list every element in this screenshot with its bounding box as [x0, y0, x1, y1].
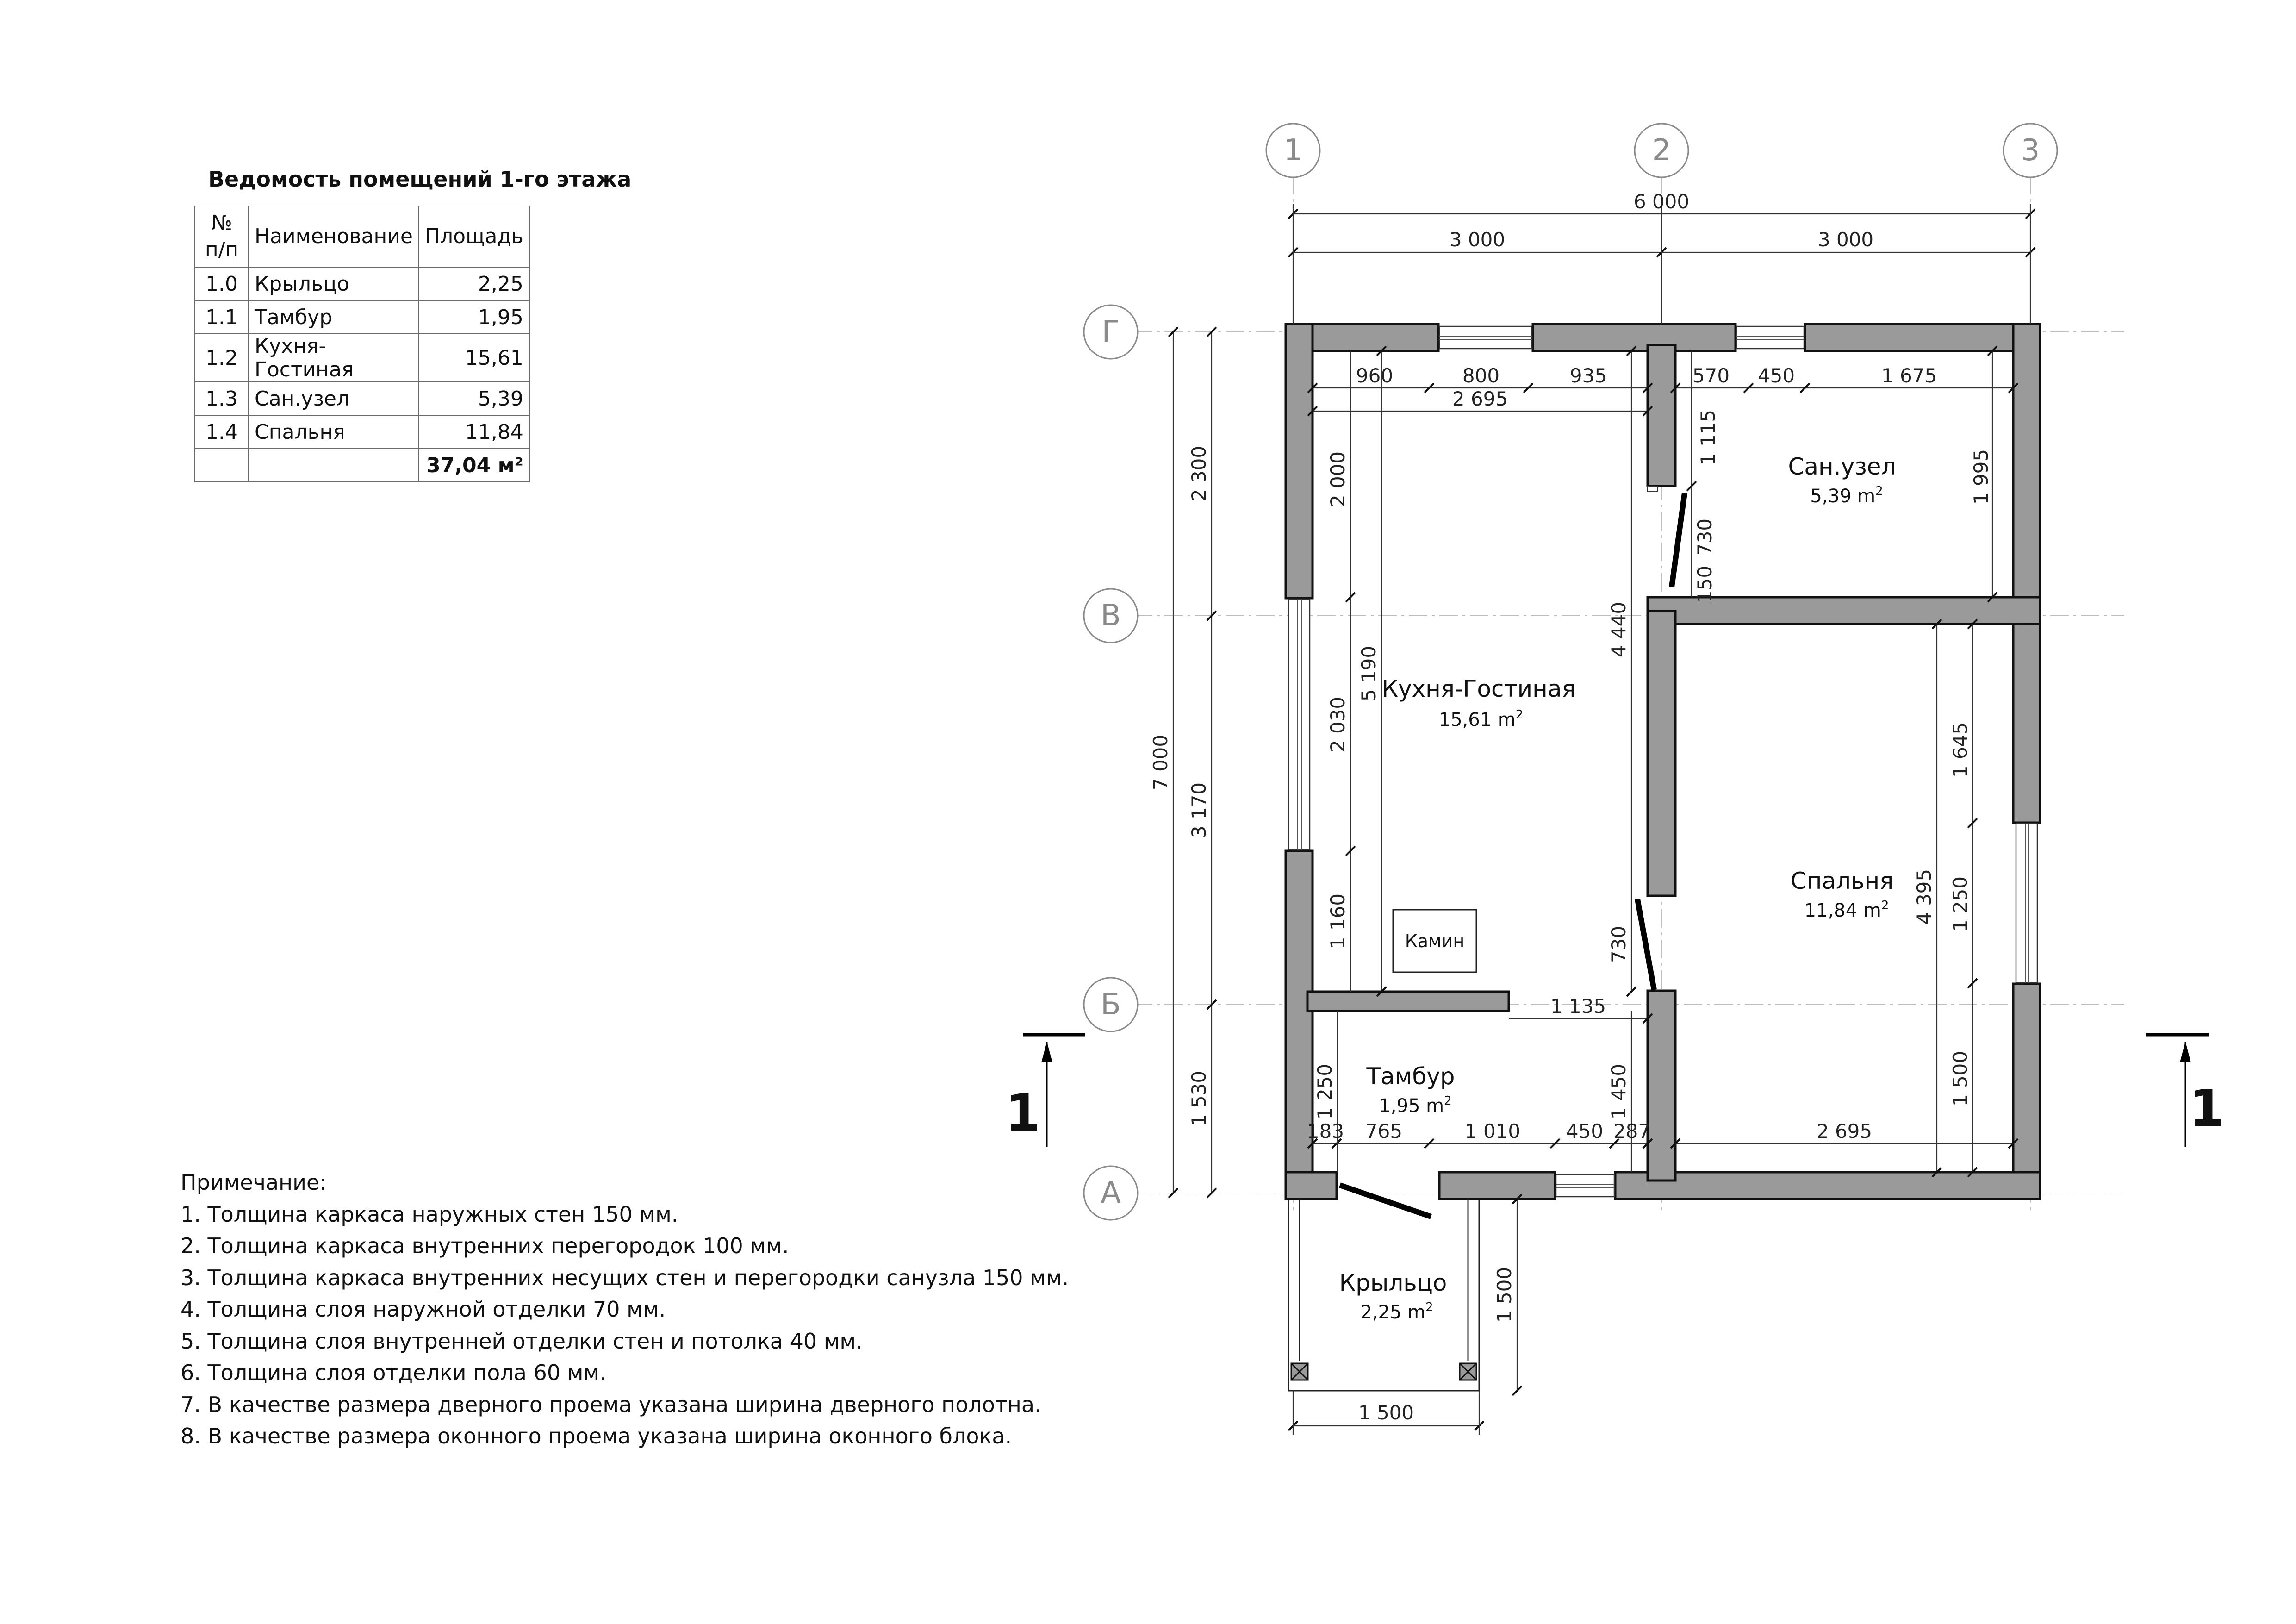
window — [1736, 326, 1804, 349]
dim-label: 2 695 — [1452, 387, 1508, 410]
row-area: 11,84 — [419, 415, 529, 449]
window — [2016, 824, 2037, 983]
dim-label: 935 — [1569, 364, 1607, 387]
axis-label: Г — [1101, 315, 1120, 349]
row-area: 2,25 — [419, 267, 529, 300]
axis-label: 1 — [1283, 133, 1303, 168]
notes-title: Примечание: — [180, 1170, 327, 1195]
row-area: 5,39 — [419, 382, 529, 415]
dim-label: 4 440 — [1607, 601, 1630, 658]
row-name: Спальня — [249, 415, 419, 449]
note-item: 4. Толщина слоя наружной отделки 70 мм. — [180, 1297, 666, 1322]
dim-label: 2 300 — [1188, 445, 1210, 502]
axis-label: 3 — [2021, 133, 2040, 168]
row-num: 1.0 — [195, 267, 249, 300]
dim-label: 183 — [1307, 1120, 1344, 1143]
dim-label: 6 000 — [1633, 190, 1690, 213]
row-area: 1,95 — [419, 300, 529, 334]
dim-label: 450 — [1566, 1120, 1604, 1143]
dim-label: 4 395 — [1913, 868, 1935, 925]
axis-label: Б — [1101, 987, 1121, 1022]
area-value: 2,25 m — [1360, 1302, 1426, 1323]
dim-label: 1 500 — [1949, 1050, 1972, 1107]
row-name: Крыльцо — [249, 267, 419, 300]
dim-label: 1 450 — [1607, 1063, 1630, 1120]
dim-label: 765 — [1365, 1120, 1403, 1143]
dim-label: 1 115 — [1697, 409, 1719, 466]
room-area-vestibule — [1379, 1094, 1451, 1117]
axis-bubble-3 — [2004, 124, 2057, 177]
axis-label: А — [1101, 1176, 1121, 1210]
axis-bubble-2 — [1635, 124, 1688, 177]
note-item: 5. Толщина слоя внутренней отделки стен и потолка 40 мм. — [180, 1328, 863, 1354]
row-name: Кухня-Гостиная — [249, 334, 419, 382]
note-item: 7. В качестве размера дверного проема указана ширина дверного полотна. — [180, 1392, 1041, 1417]
note-item: 1. Толщина каркаса наружных стен 150 мм. — [180, 1201, 678, 1227]
dim-label: 3 000 — [1817, 228, 1874, 251]
note-item: 3. Толщина каркаса внутренних несущих стен и перегородки санузла 150 мм. — [180, 1265, 1069, 1290]
window — [1556, 1174, 1614, 1197]
total-area: 37,04 м² — [419, 449, 529, 482]
dim-label: 287 — [1613, 1120, 1651, 1143]
axis-label: В — [1101, 599, 1121, 633]
note-item: 8. В качестве размера оконного проема указана ширина оконного блока. — [180, 1424, 1012, 1449]
section-label: 1 — [1005, 1083, 1041, 1143]
area-value: 15,61 m — [1438, 709, 1516, 731]
axis-label: 2 — [1652, 133, 1671, 168]
row-name: Тамбур — [249, 300, 419, 334]
dim-label: 2 030 — [1326, 696, 1349, 753]
axis-bubble-v — [1084, 589, 1138, 643]
note-item: 2. Толщина каркаса внутренних перегородок 100 мм. — [180, 1233, 789, 1258]
dim-label: 730 — [1693, 518, 1716, 556]
dim-label: 1 645 — [1949, 722, 1972, 778]
door-kitchen — [1637, 899, 1654, 990]
dim-label: 5 190 — [1357, 645, 1380, 702]
dim-label: 1 010 — [1464, 1120, 1521, 1143]
room-area-porch — [1360, 1300, 1433, 1323]
room-area-kitchen — [1439, 708, 1524, 731]
row-num: 1.4 — [195, 415, 249, 449]
dim-label: 1 160 — [1326, 893, 1349, 949]
door-bath — [1672, 493, 1685, 587]
room-name-vestibule: Тамбур — [1366, 1063, 1455, 1090]
window — [1288, 599, 1310, 850]
dim-label: 1 135 — [1550, 995, 1606, 1018]
note-item: 6. Толщина слоя отделки пола 60 мм. — [180, 1360, 606, 1385]
dim-label: 7 000 — [1149, 734, 1172, 791]
area-unit-sup: 2 — [1881, 899, 1889, 912]
section-marker-left — [1005, 1035, 1085, 1147]
room-name-bedroom: Спальня — [1790, 868, 1894, 894]
area-value: 5,39 m — [1810, 486, 1876, 507]
dim-label: 3 170 — [1188, 782, 1210, 838]
col-area-header: Площадь — [419, 206, 529, 267]
room-name-kitchen: Кухня-Гостиная — [1381, 675, 1576, 702]
dim-label: 3 000 — [1449, 228, 1506, 251]
axis-bubble-g — [1084, 305, 1138, 359]
section-marker-right — [2146, 1035, 2224, 1147]
dim-label: 1 500 — [1493, 1267, 1516, 1323]
axis-bubble-1 — [1266, 124, 1320, 177]
axis-bubble-b — [1084, 978, 1138, 1031]
dim-label: 800 — [1462, 364, 1500, 387]
dim-label: 1 995 — [1970, 449, 1992, 505]
row-num: 1.2 — [195, 334, 249, 382]
dim-label: 960 — [1356, 364, 1394, 387]
col-num-label: № п/п — [205, 211, 239, 262]
area-unit-sup: 2 — [1425, 1300, 1433, 1314]
row-num: 1.3 — [195, 382, 249, 415]
dim-label: 2 695 — [1816, 1120, 1873, 1143]
dim-label: 1 250 — [1949, 876, 1972, 932]
schedule-title: Ведомость помещений 1-го этажа — [208, 167, 632, 192]
section-label: 1 — [2189, 1079, 2225, 1138]
dim-label: 1 250 — [1313, 1063, 1336, 1120]
dim-label: 2 000 — [1326, 451, 1349, 507]
dim-label: 1 500 — [1358, 1401, 1414, 1424]
door-entrance — [1340, 1185, 1431, 1217]
area-unit-sup: 2 — [1875, 484, 1883, 498]
room-area-bedroom — [1804, 899, 1889, 921]
room-name-porch: Крыльцо — [1339, 1269, 1447, 1296]
dim-label: 570 — [1692, 364, 1730, 387]
dim-label: 1 675 — [1881, 364, 1937, 387]
dim-label: 450 — [1757, 364, 1795, 387]
dim-label: 1 530 — [1188, 1070, 1210, 1127]
dim-label: 730 — [1607, 925, 1630, 963]
window — [1439, 326, 1532, 349]
fireplace — [1393, 910, 1476, 972]
room-area-bath — [1810, 484, 1883, 507]
col-name-header: Наименование — [249, 206, 419, 267]
area-value: 1,95 m — [1379, 1095, 1444, 1117]
row-num: 1.1 — [195, 300, 249, 334]
axis-bubble-a — [1084, 1166, 1138, 1220]
fireplace-label: Камин — [1405, 931, 1465, 951]
area-unit-sup: 2 — [1515, 708, 1524, 722]
area-value: 11,84 m — [1804, 900, 1881, 921]
row-area: 15,61 — [419, 334, 529, 382]
dimension-labels — [1149, 190, 1992, 1424]
row-name: Сан.узел — [249, 382, 419, 415]
room-name-bath: Сан.узел — [1788, 453, 1896, 480]
area-unit-sup: 2 — [1444, 1094, 1452, 1108]
dim-label: 150 — [1693, 565, 1716, 603]
